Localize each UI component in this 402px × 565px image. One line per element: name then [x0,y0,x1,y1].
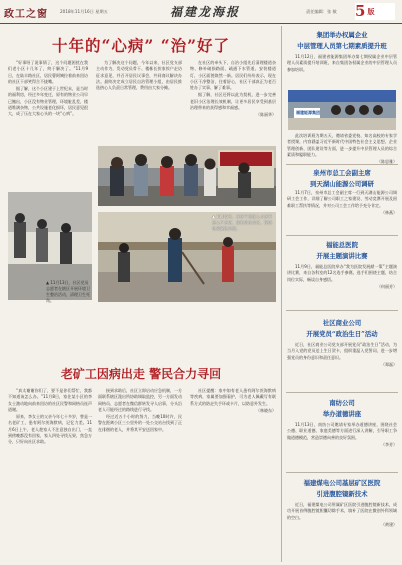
column-divider [281,26,282,562]
article2-column-1: “真太谢谢你们了，要不是你们帮忙，我都不知道该怎么办。”11月8日，家住某小区的李女士激动地向前来回访的社区民警和网格员连声道谢。 原来，李女士的父亲今年七十多岁，曾是一名老矿工，患有阿尔茨海默病，记忆力差。11月6日上午，老人趁家人不注意独自出门，一直到傍晚都没有回家，家人四处寻找无果，焦急万分，只好向社区求助。 [8,388,92,445]
masthead: 福建龙海报 [170,5,241,19]
article2-column-2: 接到求助后，社区立即启动应急机制，一方面联系辖区派出所协助调取监控，另一方面发动网格员、志愿者在微信群转发寻人启事，分头沿老人可能经过的路线进行寻找。 经过近五个小时的努力，当晚10时许，民警在距离小区三公里外的一处公交站台找到了正在徘徊的老人，并将其平安送回家中。 [98,388,182,432]
photo-training-class [288,90,396,130]
right-divider-1 [286,164,398,165]
photo-community-visit [98,146,276,206]
article2-signature: （林晓东） [256,407,276,413]
editor-credit: 责任编辑：张 敏 [306,9,337,14]
r6-body: 近日，福建煤电公司所属矿区医院引进腹腔镜新技术，成功开展首例腹腔镜胆囊切除手术，填补了医院在微创外科领域的空白。 （黄建） [287,502,397,527]
page-number-box [355,3,395,20]
page-unit: 版 [367,7,375,16]
r3-body: 11月9日，福能总医院举办“我为医院发展献一策”主题演讲比赛，来自各科室的12名选手参赛。选手们围绕主题，结合岗位实际，畅谈自身感悟。 （何丽芳） [287,264,397,289]
issue-date: 2018年11月16日 星期五 [60,9,108,14]
article2-column-3: 社区提醒：家中如有老人患有阿尔茨海默病等疾病，家属要加强看护，可为老人佩戴写有联系方式的防走失手环或卡片，以防意外发生。 （林晓东） [190,388,276,413]
article1-signature: （陈丽华） [256,112,276,118]
r2-title: 泉州市总工会副主席 到天湖山能源公司调研 [310,169,374,188]
r1-body-b: 此次培训班为期五天，邀请省委党校、知名高校的专家学者授课，内容涵盖习近平新时代中国特色社会主义思想、企业管理创新、团队建设等方面，进一步提升中层管理人员的综合素质和履职能力。 （陈思雅） [287,133,397,165]
article1-column-1: “好事呀了说事情了，这个问题困扰在我们老小区十几年了，终于解决了。”11月9日，在陆丰路社区，居民曹阿姨拉着前来回访的社区干部笑得合不拢嘴。 据了解，这个小区建于上世纪末，是当时的福利房，经过多年变迁，原有的物业公司早已撤出，小区没有物业管理，环境脏乱差，楼道堆满杂物，公共设施老化损坏，居民意见很大，成了压在大家心头的一块“心病”。 [8,60,88,117]
r6-title: 福建煤电公司基层矿区医院 引进腹腔镜新技术 [303,479,381,498]
r2-body: 11月7日，泉州市总工会副主席一行到天湖山能源公司调研工会工作，详细了解公司职工之家建设、劳动竞赛开展及困难职工帮扶等情况，并对公司工会工作给予充分肯定。 （林燕） [287,190,397,215]
page-number: 5 [355,2,366,20]
headline-main: 十年的“心病” “治”好了 [51,36,231,55]
right-divider-2 [286,235,398,236]
headline-second: 老矿工因病出走 警民合力寻回 [60,367,222,381]
right-divider-3 [286,310,398,311]
article1-column-3: 在社区的牵头下，自治小组先后清理楼道杂物、修补破损路面、疏通下水管道、安装楼道灯，小区面貌焕然一新。居民们纷纷表示，现在小区干净整洁，住着舒心，社区干部真正为老百姓办了实事、解了难事。 据了解，社区还将以此为契机，进一步完善老旧小区治理长效机制，让更多居民享受到基层治理带来的获得感和幸福感。 （陈丽华） [190,60,276,118]
right-divider-4 [286,392,398,393]
r3-title: 福能总医院 开展主题演讲比赛 [316,241,368,260]
section-title: 政工之窗 [4,9,48,20]
training-banner-text: 福建能源集团 [296,110,320,115]
photo-caption-visit: ▲ 11月5日，社区干部深入小区开展入户走访，倾听居民诉求，现场协调解决问题。 [212,214,272,231]
r5-body: 11月13日，南纺公司邀请专家举办道德讲座，围绕社会公德、职业道德、家庭美德等方面进行深入讲解，引导职工争做道德模范，营造崇德向善的良好氛围。 （李芳） [287,422,397,447]
r4-body: 近日，社区商业公司党支部开展党员“政治生日”活动，为当月入党的党员送上生日贺卡，组织重温入党誓词，进一步增强党员的身份意识和责任意识。 （郑磊） [287,342,397,367]
article1-column-2: 为了解决这个问题，今年以来，社区党支部主动作为，发动党员骨干、楼栋长挨家挨户走访征求意见，并召开居民议事会，共同商议解决办法。最终决定成立居民自治管理小组，由居民推选热心人负责日常管理，费用由大家分摊。 [96,60,182,91]
right-divider-5 [286,472,398,473]
r1-title: 集团举办权属企业 中层管理人员第七期素质提升班 [297,31,387,50]
r1-body-a: 11月12日，福建省能源集团举办第七期权属企业中层管理人员素质提升培训班，来自集团各权属企业的中层管理人员参加培训。 [287,54,397,72]
r5-title: 南纺公司 举办道德讲座 [322,399,362,418]
page-header [0,0,402,24]
r4-title: 社区商业公司 开展党员“政治生日”活动 [306,319,378,338]
photo-caption-volunteers: ▲ 11月13日，社区党员志愿者在辖区开展环境卫生整治活动，清理卫生死角。 [46,280,90,303]
